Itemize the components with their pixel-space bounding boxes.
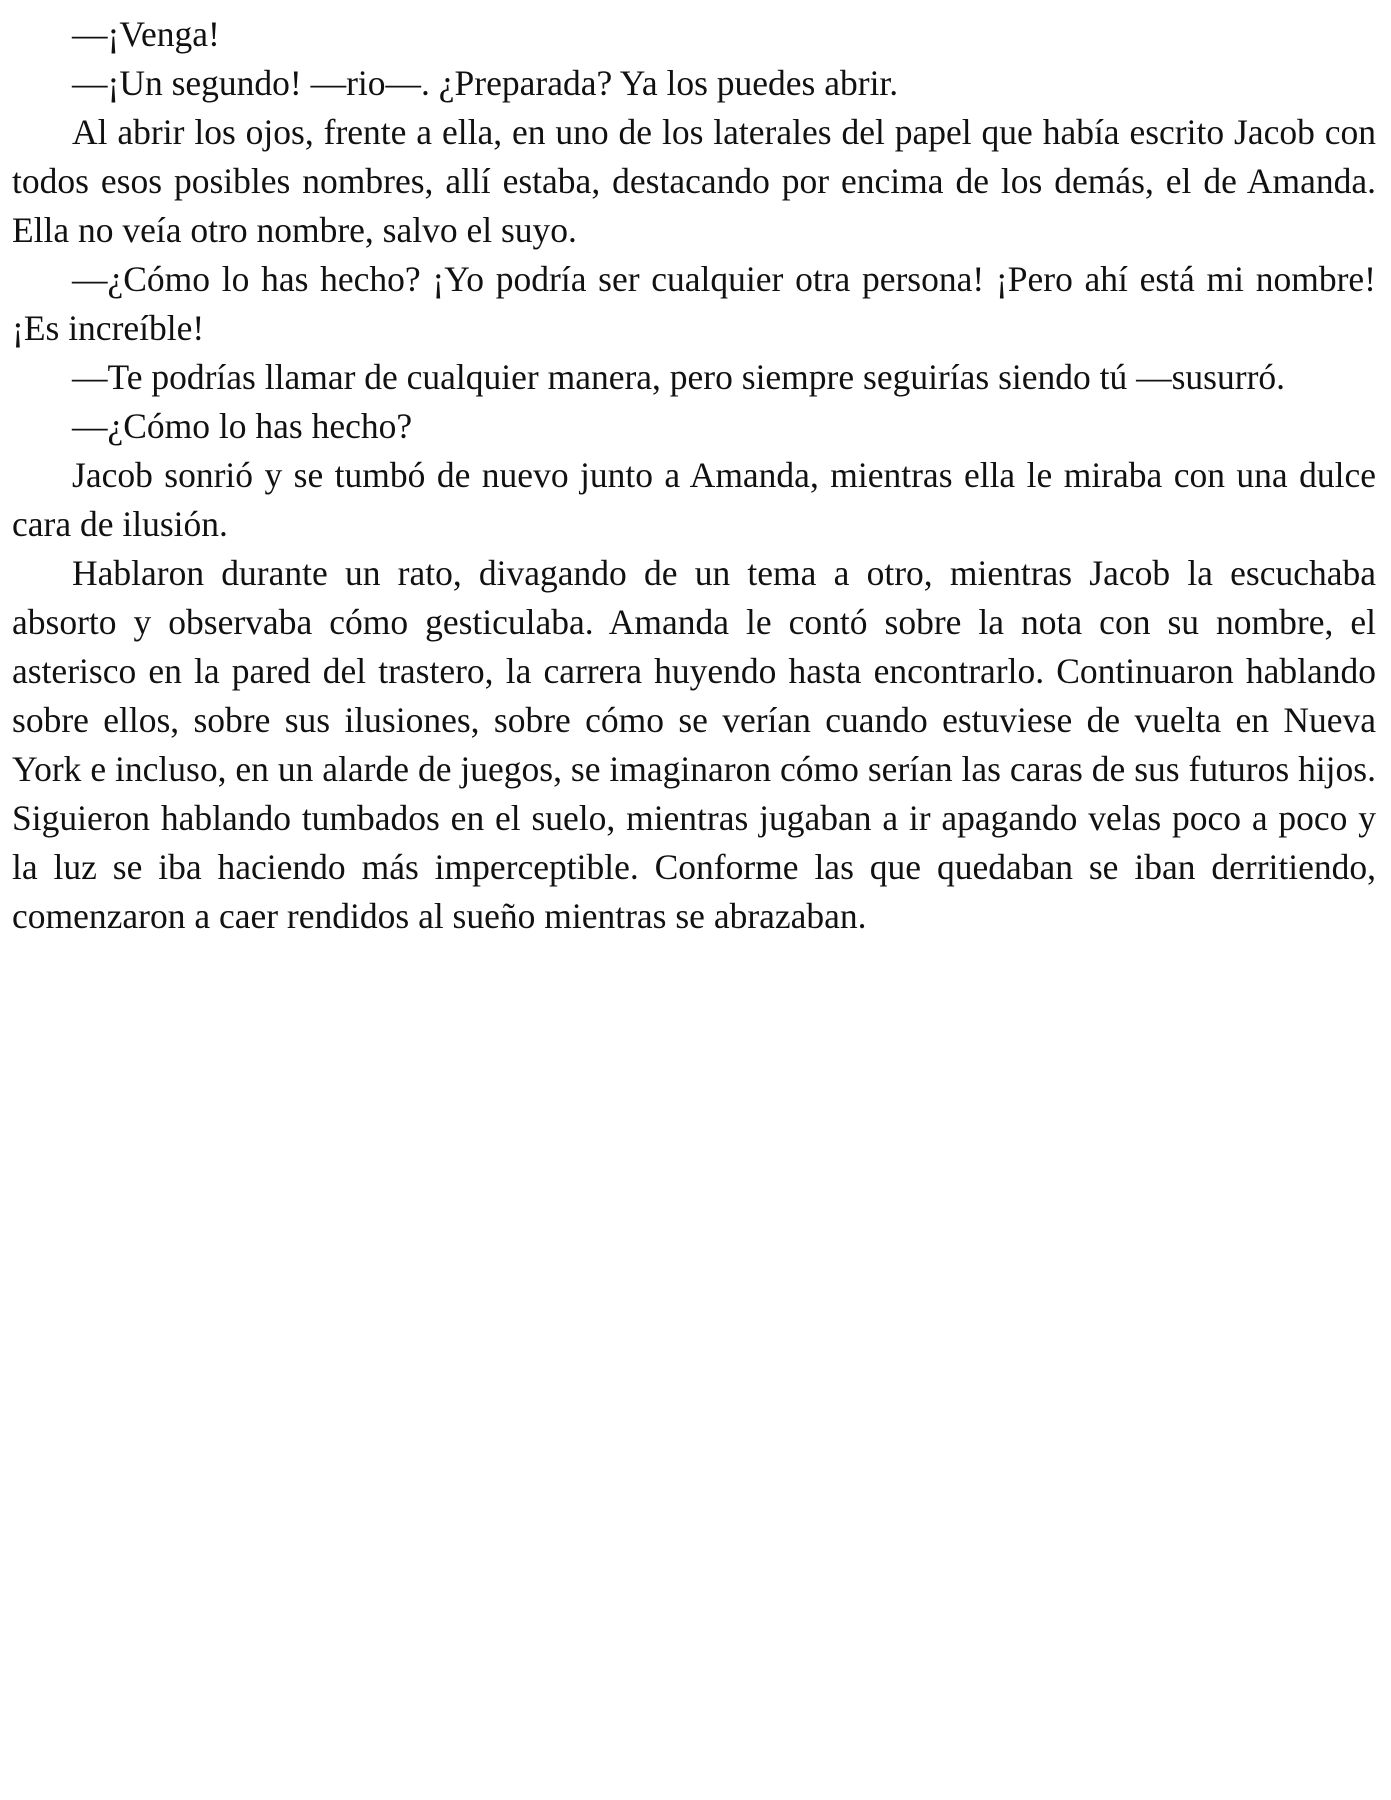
paragraph-hablaron: Hablaron durante un rato, divagando de un tema a otro, mientras Jacob la escuchaba absorto y observaba cómo gesticulaba. Amanda le contó sobre la nota con su nombre, el asterisco en la pared del trastero, la carrera huyendo hasta encontrarlo. Continuaron hablando sobre ellos, sobre sus ilusiones, sobre cómo se verían cuando estuviese de vuelta en Nueva York e incluso, en un alarde de juegos, se imaginaron cómo serían las caras de sus futuros hijos. Siguieron hablando tumbados en el suelo, mientras jugaban a ir apagando velas poco a poco y la luz se iba haciendo más imperceptible. Conforme las que quedaban se iban derritiendo, comenzaron a caer rendidos al sueño mientras se abrazaban. — [12, 553, 1376, 936]
paragraph-jacob-sonrio: Jacob sonrió y se tumbó de nuevo junto a Amanda, mientras ella le miraba con una dulce cara de ilusión. — [12, 455, 1376, 544]
paragraph-como-lo-has-hecho-1: —¿Cómo lo has hecho? ¡Yo podría ser cualquier otra persona! ¡Pero ahí está mi nombre! ¡Es increíble! — [12, 259, 1376, 348]
paragraph-un-segundo: —¡Un segundo! —rio—. ¿Preparada? Ya los puedes abrir. — [72, 63, 899, 103]
paragraph-te-podrias-llamar: —Te podrías llamar de cualquier manera, pero siempre seguirías siendo tú —susurró. — [72, 357, 1286, 397]
page-body — [12, 10, 1376, 941]
paragraph-como-lo-has-hecho-2: —¿Cómo lo has hecho? — [72, 406, 413, 446]
paragraph-abrir-los-ojos: Al abrir los ojos, frente a ella, en uno de los laterales del papel que había escrito Jacob con todos esos posibles nombres, allí estaba, destacando por encima de los demás, el de Amanda. Ella no veía otro nombre, salvo el suyo. — [12, 112, 1376, 250]
paragraph-venga: —¡Venga! — [72, 14, 220, 54]
